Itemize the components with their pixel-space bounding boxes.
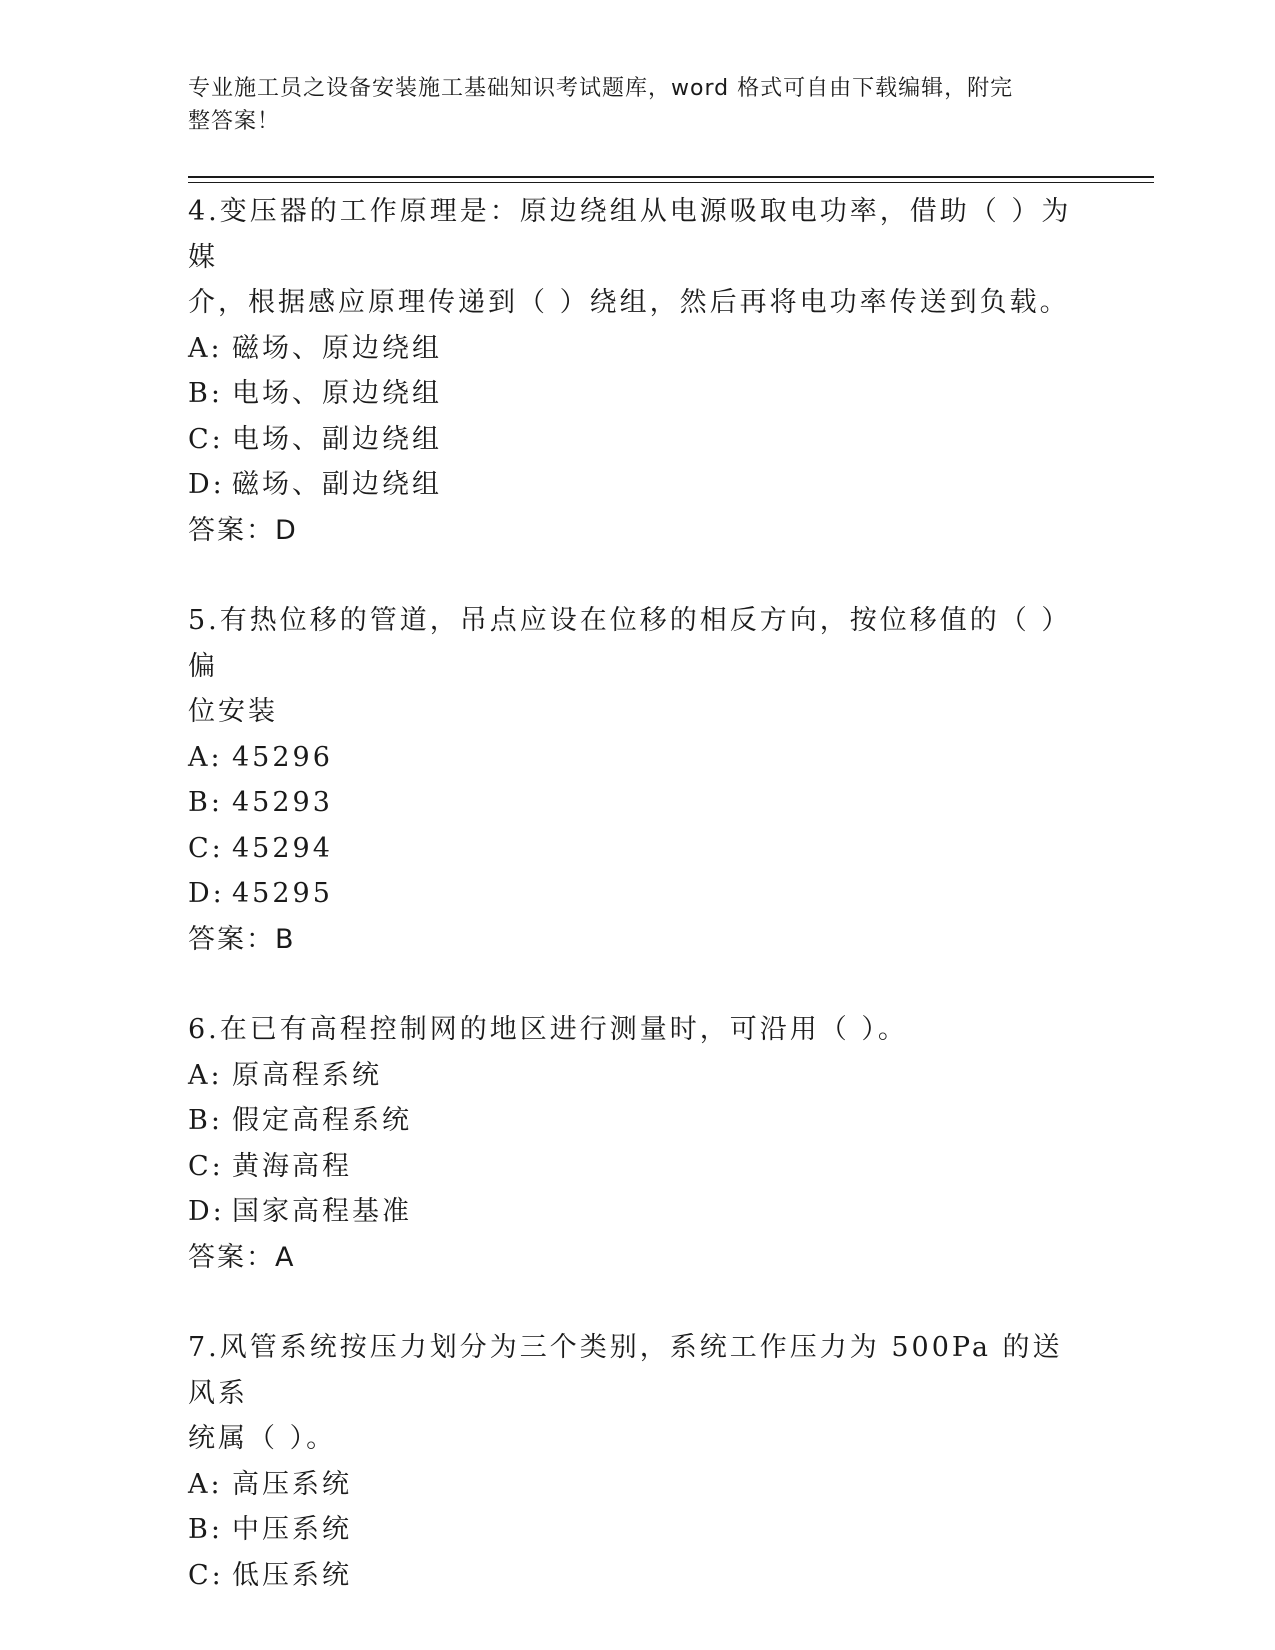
question-list: [188, 189, 1088, 1643]
option-c: [188, 1553, 1088, 1599]
question-stem-line-1: 4.变压器的工作原理是：原边绕组从电源吸取电功率，借助（ ）为媒: [188, 196, 1072, 273]
answer-line: 答案：A: [188, 1241, 296, 1273]
question-stem-line-2: 统属（ ）。: [188, 1423, 337, 1454]
option-b: [188, 780, 1088, 826]
option-text: 黄海高程: [232, 1150, 352, 1182]
option-a: [188, 1053, 1088, 1099]
option-text: 45295: [232, 878, 333, 909]
option-key: D:: [188, 469, 225, 500]
option-text: 电场、原边绕组: [232, 378, 442, 409]
option-text: 高压系统: [232, 1468, 352, 1500]
question-stem-line-2: 介，根据感应原理传递到（ ）绕组，然后再将电功率传送到负载。: [188, 287, 1070, 318]
question-stem-line-2: 位安装: [188, 696, 278, 727]
option-text: 磁场、原边绕组: [232, 332, 442, 364]
option-b: [188, 371, 1088, 417]
option-key: A:: [188, 332, 223, 364]
option-text: 45294: [232, 832, 333, 864]
option-key: A:: [188, 741, 223, 773]
option-c: [188, 826, 1088, 872]
answer-line: 答案：B: [188, 923, 296, 955]
option-text: 原高程系统: [232, 1059, 382, 1091]
option-d: [188, 1189, 1088, 1235]
option-text: 45293: [232, 787, 333, 818]
question-stem-line-1: 6.在已有高程控制网的地区进行测量时，可沿用（ ）。: [188, 1014, 908, 1045]
option-b: [188, 1507, 1088, 1553]
option-b: [188, 1098, 1088, 1144]
option-key: D:: [188, 1196, 225, 1227]
option-key: C:: [188, 1150, 224, 1182]
option-text: 电场、副边绕组: [232, 423, 442, 455]
question-6: [188, 1007, 1088, 1280]
header-divider-thin: [188, 182, 1154, 183]
option-text: 45296: [232, 741, 333, 773]
option-key: B:: [188, 1514, 223, 1545]
option-c: [188, 417, 1088, 463]
option-text: 假定高程系统: [232, 1105, 412, 1136]
option-a: [188, 326, 1088, 372]
question-7: [188, 1325, 1088, 1598]
option-a: [188, 735, 1088, 781]
answer-line: 答案：D: [188, 514, 298, 546]
header-title-line-1: 专业施工员之设备安装施工基础知识考试题库，word 格式可自由下载编辑，附完: [188, 76, 1014, 101]
option-key: C:: [188, 423, 224, 455]
option-text: 中压系统: [232, 1514, 352, 1545]
option-key: A:: [188, 1059, 223, 1091]
option-key: B:: [188, 1105, 223, 1136]
question-stem-line-1: 5.有热位移的管道，吊点应设在位移的相反方向，按位移值的（ ）偏: [188, 605, 1072, 682]
option-text: 低压系统: [232, 1559, 352, 1591]
option-d: [188, 871, 1088, 917]
question-4: [188, 189, 1088, 553]
option-key: C:: [188, 1559, 224, 1591]
option-key: B:: [188, 787, 223, 818]
option-a: [188, 1462, 1088, 1508]
question-stem-line-1: 7.风管系统按压力划分为三个类别，系统工作压力为 500Pa 的送风系: [188, 1332, 1063, 1409]
option-key: B:: [188, 378, 223, 409]
question-5: [188, 598, 1088, 962]
option-key: D:: [188, 878, 225, 909]
header-title-line-2: 整答案！: [188, 109, 281, 134]
option-d: [188, 462, 1088, 508]
header-divider-thick: [188, 176, 1154, 178]
option-text: 国家高程基准: [232, 1196, 412, 1227]
option-key: C:: [188, 832, 224, 864]
option-text: 磁场、副边绕组: [232, 469, 442, 500]
document-header: [188, 72, 1068, 138]
option-c: [188, 1144, 1088, 1190]
option-key: A:: [188, 1468, 223, 1500]
